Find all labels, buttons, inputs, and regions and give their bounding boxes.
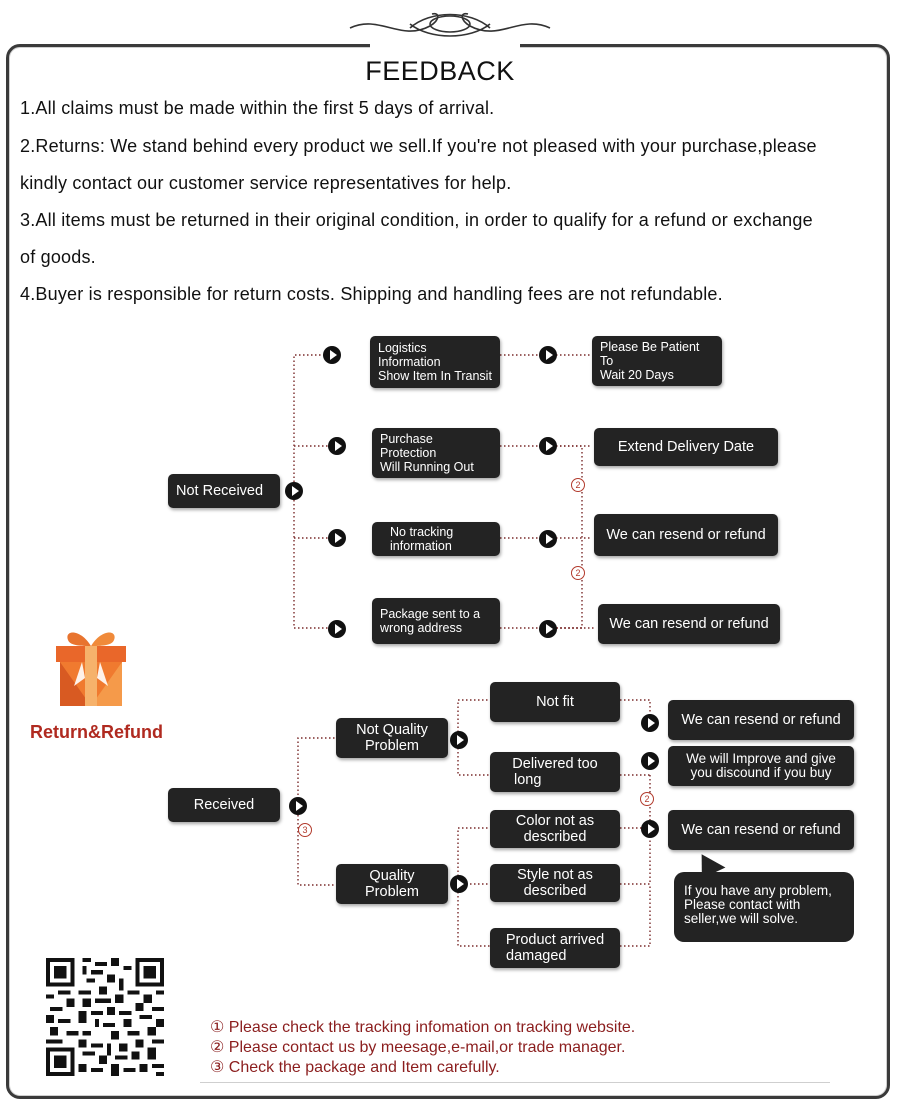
- result-resend-box-4: [668, 810, 854, 850]
- case-logistics-box: [370, 336, 500, 388]
- result-resend-label-2: We can resend or refund: [609, 616, 769, 632]
- result-improve-line1: We will Improve and give: [686, 751, 836, 766]
- received-box: [168, 788, 280, 822]
- bottom-rule: [200, 1082, 830, 1083]
- case-no-tracking-box: [372, 522, 500, 556]
- quality-line1: Quality: [369, 868, 415, 884]
- play-arrow-icon: [641, 820, 659, 838]
- claim-3-cont: of goods.: [20, 247, 96, 267]
- received-label: Received: [193, 797, 255, 813]
- play-arrow-icon: [450, 875, 468, 893]
- circled-number-2: 2: [571, 478, 585, 492]
- claim-2-cont: kindly contact our customer service representatives for help.: [20, 173, 512, 193]
- case-protection-box: [372, 428, 500, 478]
- circled-number-2: 2: [571, 566, 585, 580]
- not-quality-line2: Problem: [365, 738, 419, 754]
- color-line1: Color not as: [515, 813, 595, 829]
- result-improve-box: [668, 746, 854, 786]
- play-arrow-icon: [328, 620, 346, 638]
- not-quality-box: [336, 718, 448, 758]
- not-fit-box: [490, 682, 620, 722]
- claim-1: 1.All claims must be made within the first 5 days of arrival.: [20, 98, 495, 118]
- result-resend-label-4: We can resend or refund: [681, 822, 841, 838]
- style-box: [490, 864, 620, 902]
- case-protection-line2: Will Running Out: [380, 460, 474, 474]
- color-line2: described: [523, 829, 587, 845]
- return-refund-label: Return&Refund: [30, 722, 163, 742]
- contact-note-line3: seller,we will solve.: [684, 911, 799, 926]
- quality-box: [336, 864, 448, 904]
- result-be-patient-box: [592, 336, 722, 386]
- case-wrong-address-line2: wrong address: [380, 621, 462, 635]
- color-box: [490, 810, 620, 848]
- result-extend-box: [594, 428, 778, 466]
- case-no-tracking-line2: information: [390, 539, 452, 553]
- claim-4: 4.Buyer is responsible for return costs. Shipping and handling fees are not refundable.: [20, 284, 723, 304]
- case-logistics-line1: Logistics Information: [378, 341, 441, 369]
- style-line2: described: [523, 883, 587, 899]
- play-arrow-icon: [539, 346, 557, 364]
- damaged-box: [490, 928, 620, 968]
- result-resend-label-1: We can resend or refund: [606, 527, 766, 543]
- circled-number-3: 3: [298, 823, 312, 837]
- result-improve-line2: you discound if you buy: [690, 765, 832, 780]
- circled-number-2: 2: [640, 792, 654, 806]
- play-arrow-icon: [539, 620, 557, 638]
- claim-2: 2.Returns: We stand behind every product we sell.If you're not pleased with your purchase,please: [20, 136, 817, 156]
- contact-note: [674, 872, 854, 942]
- case-wrong-address-box: [372, 598, 500, 644]
- case-no-tracking-line1: No tracking: [390, 525, 454, 539]
- footer-note-2: ② Please contact us by meesage,e-mail,or trade manager.: [210, 1039, 626, 1056]
- contact-note-line1: If you have any problem,: [684, 883, 832, 898]
- case-wrong-address-line1: Package sent to a: [380, 607, 481, 621]
- not-received-box: [168, 474, 280, 508]
- not-received-label: Not Received: [176, 483, 264, 499]
- qr-code-icon: [46, 958, 164, 1076]
- quality-line2: Problem: [365, 884, 419, 900]
- result-extend-label: Extend Delivery Date: [617, 439, 755, 455]
- play-arrow-icon: [285, 482, 303, 500]
- damaged-line2: damaged: [506, 948, 567, 964]
- case-logistics-line2: Show Item In Transit: [378, 369, 492, 383]
- delivered-long-box: [490, 752, 620, 792]
- result-resend-label-3: We can resend or refund: [681, 712, 841, 728]
- footer-note-3: ③ Check the package and Item carefully.: [210, 1059, 500, 1076]
- result-resend-box-1: [594, 514, 778, 556]
- not-fit-label: Not fit: [536, 694, 574, 710]
- play-arrow-icon: [641, 752, 659, 770]
- play-arrow-icon: [289, 797, 307, 815]
- case-protection-line1: Purchase Protection: [380, 432, 437, 460]
- play-arrow-icon: [450, 731, 468, 749]
- style-line1: Style not as: [517, 867, 593, 883]
- play-arrow-icon: [323, 346, 341, 364]
- result-be-patient-line2: Wait 20 Days: [600, 368, 674, 382]
- play-arrow-icon: [539, 530, 557, 548]
- gift-icon: [52, 626, 130, 708]
- damaged-line1: Product arrived: [505, 932, 605, 948]
- delivered-long-line2: long: [514, 772, 542, 788]
- contact-note-line2: Please contact with: [684, 897, 801, 912]
- result-be-patient-line1: Please Be Patient To: [600, 340, 700, 368]
- play-arrow-icon: [641, 714, 659, 732]
- not-quality-line1: Not Quality: [356, 722, 428, 738]
- play-arrow-icon: [328, 529, 346, 547]
- result-resend-box-3: [668, 700, 854, 740]
- play-arrow-icon: [539, 437, 557, 455]
- footer-note-1: ① Please check the tracking infomation on tracking website.: [210, 1019, 636, 1036]
- delivered-long-line1: Delivered too: [512, 756, 598, 772]
- result-resend-box-2: [598, 604, 780, 644]
- page-title: FEEDBACK: [365, 56, 515, 86]
- claim-3: 3.All items must be returned in their original condition, in order to qualify for a refund or exchange: [20, 210, 813, 230]
- play-arrow-icon: [328, 437, 346, 455]
